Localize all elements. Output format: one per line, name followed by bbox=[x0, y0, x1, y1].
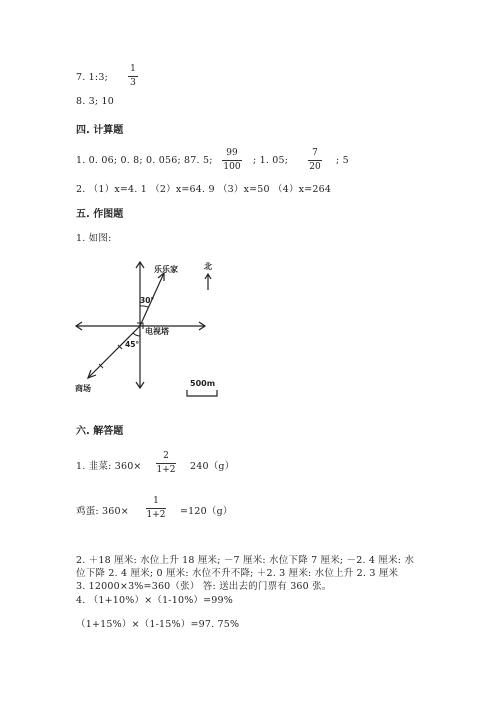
fraction-denominator: 3 bbox=[130, 78, 136, 88]
fraction-numerator: 1 bbox=[153, 496, 159, 506]
north-arrow-icon bbox=[205, 274, 211, 290]
label-scale: 500m bbox=[190, 379, 216, 388]
fraction-denominator: 20 bbox=[309, 162, 321, 172]
section-title-calculation: 四. 计算题 bbox=[76, 125, 124, 136]
fraction-numerator: 99 bbox=[226, 148, 238, 158]
answer-4-line1: 4. （1+10%）×（1-10%）=99% bbox=[76, 595, 234, 606]
calc-answer-1-part3: ; 5 bbox=[336, 155, 349, 166]
fraction-denominator: 1+2 bbox=[146, 510, 166, 520]
answer-1-suffix: 240（g） bbox=[190, 461, 235, 472]
answer-8: 8. 3; 10 bbox=[76, 96, 115, 107]
calc-answer-2: 2. （1）x=4. 1 （2）x=64. 9 （3）x=50 （4）x=264 bbox=[76, 184, 332, 195]
calc-answer-1-part2: ; 1. 05; bbox=[253, 155, 289, 166]
fraction-denominator: 1+2 bbox=[156, 465, 176, 475]
answer-4-line2: （1+15%）×（1-15%）=97. 75% bbox=[76, 619, 240, 630]
scale-bar bbox=[187, 390, 217, 396]
fraction-denominator: 100 bbox=[223, 162, 241, 172]
fraction-1-over-1plus2 bbox=[146, 496, 166, 521]
direction-line-mall bbox=[88, 326, 140, 378]
label-mall: 商场 bbox=[75, 384, 91, 393]
fraction-numerator: 2 bbox=[163, 451, 169, 461]
section-title-drawing: 五. 作图题 bbox=[76, 209, 124, 220]
section-title-answers: 六. 解答题 bbox=[76, 426, 124, 437]
angle-arc-30 bbox=[140, 306, 148, 307]
drawing-answer-1: 1. 如图: bbox=[76, 233, 112, 244]
answer-7: 7. 1:3; bbox=[76, 72, 108, 83]
fraction-numerator: 1 bbox=[130, 64, 136, 74]
label-angle-45: 45° bbox=[125, 340, 140, 349]
answer-egg-suffix: =120（g） bbox=[180, 506, 233, 517]
answer-2-line1: 2. ＋18 厘米: 水位上升 18 厘米; －7 厘米: 水位下降 7 厘米; －2. 4 厘米: 水 bbox=[76, 555, 415, 566]
angle-arc-45 bbox=[133, 333, 140, 336]
answer-2-line2: 位下降 2. 4 厘米; 0 厘米: 水位不升不降; ＋2. 3 厘米: 水位上升 2. 3 厘米 bbox=[76, 568, 399, 579]
label-home: 乐乐家 bbox=[154, 265, 178, 274]
fraction-2-over-1plus2 bbox=[156, 451, 176, 476]
answer-egg-prefix: 鸡蛋: 360× bbox=[76, 506, 129, 517]
label-north: 北 bbox=[204, 262, 212, 271]
label-tower: 电视塔 bbox=[145, 327, 169, 336]
answer-3: 3. 12000×3%=360（张） 答: 送出去的门票有 360 张。 bbox=[76, 581, 332, 592]
answer-1-prefix: 1. 韭菜: 360× bbox=[76, 461, 142, 472]
fraction-numerator: 7 bbox=[312, 148, 318, 158]
label-angle-30: 30° bbox=[140, 296, 155, 305]
calc-answer-1-part1: 1. 0. 06; 0. 8; 0. 056; 87. 5; bbox=[76, 155, 213, 166]
